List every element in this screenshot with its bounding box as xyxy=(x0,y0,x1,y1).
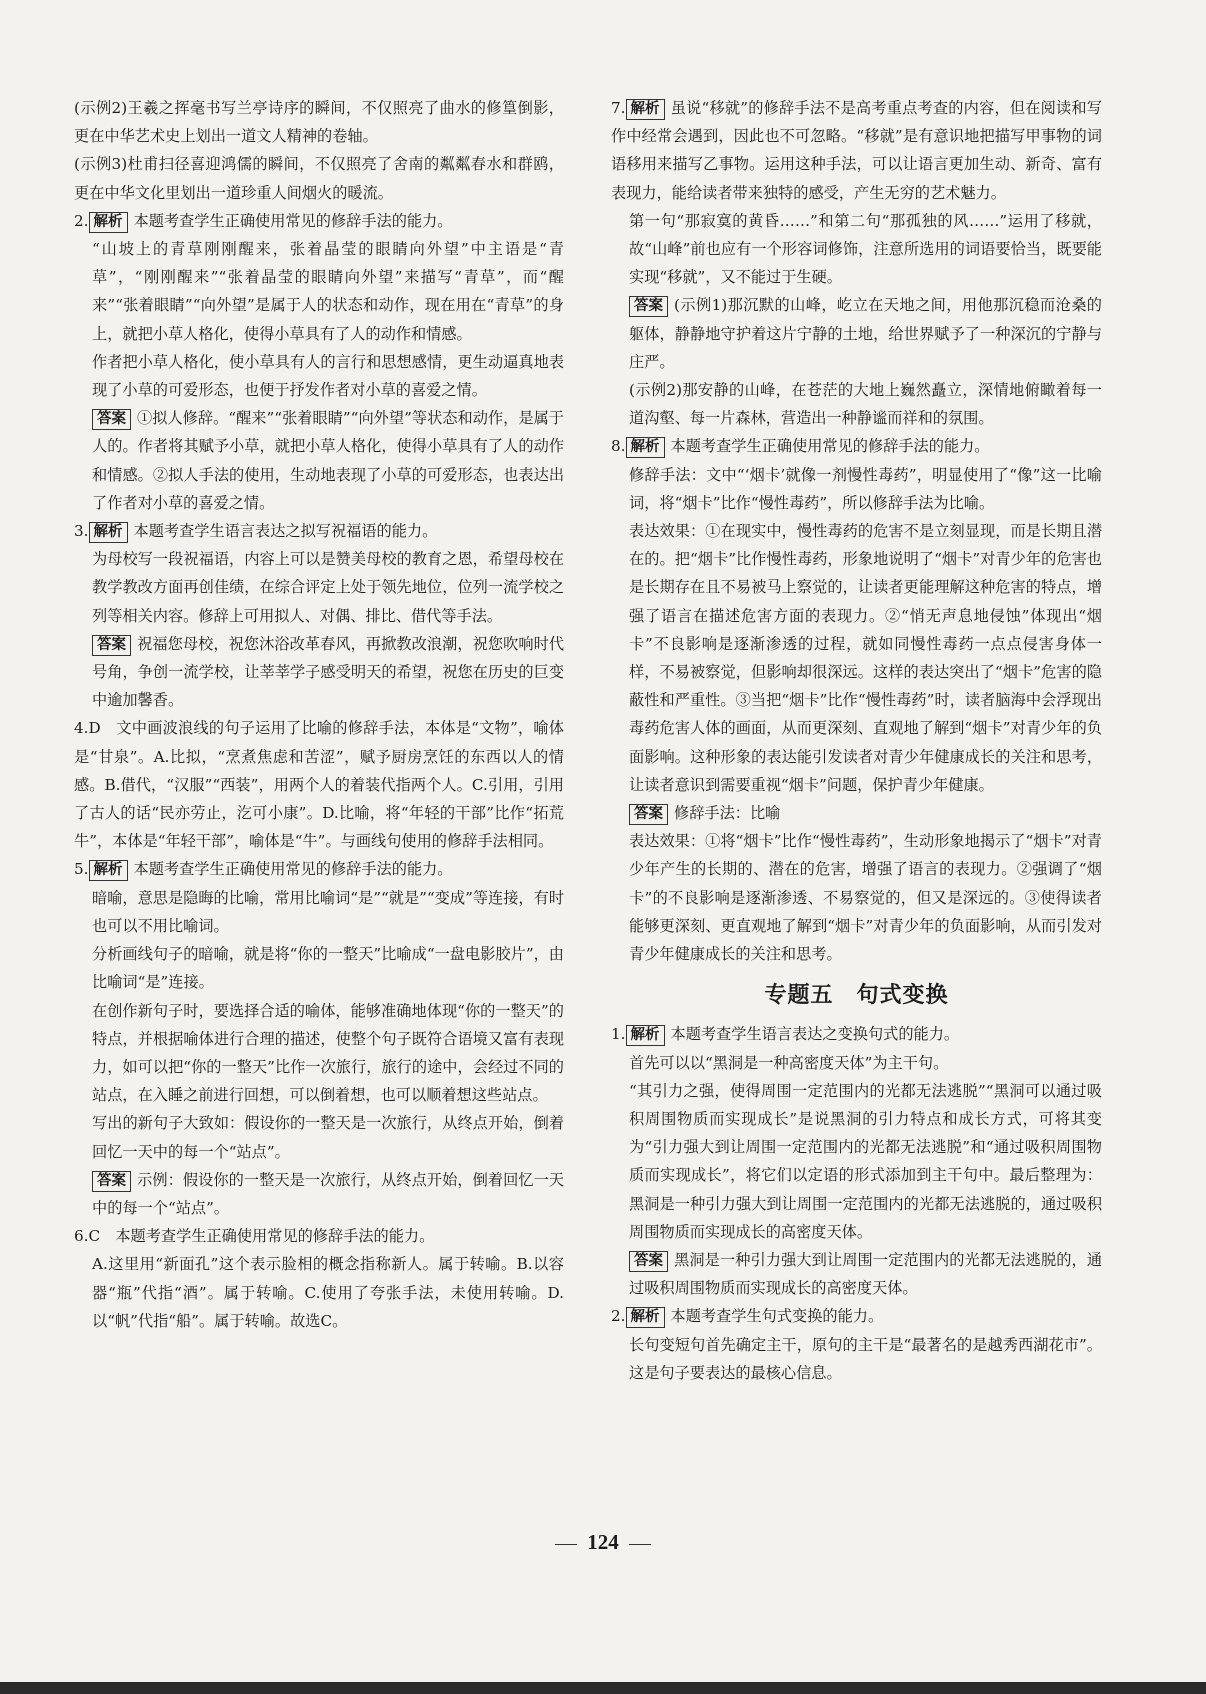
question-3-answer xyxy=(74,630,564,715)
question-number: 2. xyxy=(74,211,89,230)
analysis-tag: 解析 xyxy=(626,1025,665,1046)
question-2-answer xyxy=(74,404,564,517)
question-5-answer xyxy=(74,1166,564,1222)
paragraph: 分析画线句子的暗喻，就是将“你的一整天”比喻成“一盘电影胶片”，由比喻词“是”连接。 xyxy=(92,945,564,992)
answer-text: 祝福您母校，祝您沐浴改革春风，再掀教改浪潮，祝您吹响时代号角，争创一流学校，让莘莘学子感受明天的希望，祝您在历史的巨变中逾加馨香。 xyxy=(92,634,564,710)
analysis-tag: 解析 xyxy=(89,212,128,233)
paragraph: “山坡上的青草刚刚醒来，张着晶莹的眼睛向外望”中主语是“青草”，“刚刚醒来”“张着晶莹的眼睛向外望”来描写“青草”，而“醒来”“张着眼睛”“向外望”是属于人的状态和动作，现在用在“青草”的身上，就把小草人格化，使得小草具有了人的动作和情感。 xyxy=(92,240,564,343)
question-7-analysis xyxy=(611,94,1102,207)
question-3-analysis xyxy=(74,517,564,545)
example-3: (示例3)杜甫扫径喜迎鸿儒的瞬间，不仅照亮了舍南的粼粼春水和群鸥，更在中华文化里划出一道珍重人间烟火的暖流。 xyxy=(74,155,564,202)
paragraph: (示例2)那安静的山峰，在苍茫的大地上巍然矗立，深情地俯瞰着每一道沟壑、每一片森林，营造出一种静谧而祥和的氛围。 xyxy=(629,381,1102,428)
answer-tag: 答案 xyxy=(92,635,131,656)
section-title: 专题五 句式变换 xyxy=(764,983,949,1009)
analysis-tag: 解析 xyxy=(626,1307,665,1328)
analysis-text: 本题考查学生句式变换的能力。 xyxy=(670,1307,884,1326)
paragraph: 在创作新句子时，要选择合适的喻体，能够准确地体现“你的一整天”的特点，并根据喻体进行合理的描述，使整个句子既符合语境又富有表现力，如可以把“你的一整天”比作一次旅行，旅行的途中，会经过不同的站点，在入睡之前进行回想，可以倒着想，也可以顺着想这些站点。 xyxy=(92,1001,564,1105)
answer-tag: 答案 xyxy=(92,1171,131,1192)
question-8-answer xyxy=(611,799,1102,827)
analysis-tag: 解析 xyxy=(626,437,665,458)
section-question-1-analysis xyxy=(611,1020,1102,1048)
paragraph: 为母校写一段祝福语，内容上可以是赞美母校的教育之恩，希望母校在教学教改方面再创佳绩，在综合评定上处于领先地位，位列一流学校之列等相关内容。修辞上可用拟人、对偶、排比、借代等手法。 xyxy=(92,550,564,625)
paragraph: 表达效果：①将“烟卡”比作“慢性毒药”，生动形象地揭示了“烟卡”对青少年产生的长期的、潜在的危害，增强了语言的表现力。②强调了“烟卡”的不良影响是逐渐渗透、不易察觉的，但又是深远的。③使得读者能够更深刻、更直观地了解到“烟卡”对青少年的负面影响，从而引发对青少年健康成长的关注和思考。 xyxy=(629,832,1102,964)
analysis-text: 本题考查学生语言表达之拟写祝福语的能力。 xyxy=(133,522,438,541)
question-5-analysis xyxy=(74,855,564,883)
answer-tag: 答案 xyxy=(629,1251,668,1272)
page-number: 124 xyxy=(503,1530,703,1555)
paragraph: 写出的新句子大致如：假设你的一整天是一次旅行，从终点开始，倒着回忆一天中的每一个“站点”。 xyxy=(92,1114,564,1161)
answer-text: 示例：假设你的一整天是一次旅行，从终点开始，倒着回忆一天中的每一个“站点”。 xyxy=(92,1170,564,1217)
analysis-tag: 解析 xyxy=(626,99,665,120)
paragraph: 暗喻，意思是隐晦的比喻，常用比喻词“是”“就是”“变成”等连接，有时也可以不用比喻词。 xyxy=(92,888,564,935)
question-text: 本题考查学生正确使用常见的修辞手法的能力。 xyxy=(115,1227,435,1246)
question-number: 2. xyxy=(611,1307,626,1326)
analysis-tag: 解析 xyxy=(89,522,128,543)
question-number: 6.C xyxy=(74,1227,101,1246)
paragraph: 长句变短句首先确定主干，原句的主干是“最著名的是越秀西湖花市”。这是句子要表达的最核心信息。 xyxy=(629,1335,1102,1382)
question-6 xyxy=(74,1222,564,1250)
question-2-analysis xyxy=(74,207,564,235)
paragraph: 修辞手法：文中“‘烟卡’就像一剂慢性毒药”，明显使用了“像”这一比喻词，将“烟卡”比作“慢性毒药”，所以修辞手法为比喻。 xyxy=(629,465,1102,512)
section-question-1-answer xyxy=(611,1246,1102,1302)
answer-text: ①拟人修辞。“醒来”“张着眼睛”“向外望”等状态和动作，是属于人的。作者将其赋予小草，就把小草人格化，使得小草具有了人的动作和情感。②拟人手法的使用，生动地表现了小草的可爱形态，也表达出了作者对小草的喜爱之情。 xyxy=(92,409,564,512)
question-number: 1. xyxy=(611,1025,626,1044)
right-column xyxy=(611,94,1102,1387)
question-4 xyxy=(74,714,564,855)
answer-tag: 答案 xyxy=(629,804,668,825)
question-number: 5. xyxy=(74,860,89,879)
example-2: (示例2)王羲之挥毫书写兰亭诗序的瞬间，不仅照亮了曲水的修篁倒影，更在中华艺术史上划出一道文人精神的卷轴。 xyxy=(74,99,564,146)
section-question-2-analysis xyxy=(611,1302,1102,1330)
answer-tag: 答案 xyxy=(92,409,131,430)
analysis-text: 本题考查学生正确使用常见的修辞手法的能力。 xyxy=(670,437,990,456)
question-7-answer xyxy=(611,291,1102,376)
answer-text: 修辞手法：比喻 xyxy=(674,804,781,823)
analysis-text: 本题考查学生正确使用常见的修辞手法的能力。 xyxy=(133,211,453,230)
question-number: 4.D xyxy=(74,719,101,738)
paragraph: A.这里用“新面孔”这个表示脸相的概念指称新人。属于转喻。B.以容器“瓶”代指“酒”。属于转喻。C.使用了夸张手法，未使用转喻。D.以“帆”代指“船”。属于转喻。故选C。 xyxy=(92,1255,564,1330)
analysis-text: 本题考查学生语言表达之变换句式的能力。 xyxy=(670,1025,960,1044)
scan-edge xyxy=(0,1682,1206,1694)
paragraph: 表达效果：①在现实中，慢性毒药的危害不是立刻显现，而是长期且潜在的。把“烟卡”比作慢性毒药，形象地说明了“烟卡”对青少年的危害也是长期存在且不易被马上察觉的，让读者更能理解这种危害的特点，增强了语言在描述危害方面的表现力。②“悄无声息地侵蚀”体现出“烟卡”不良影响是逐渐渗透的过程，就如同慢性毒药一点点侵害身体一样，不易被察觉，但影响却很深远。这样的表达突出了“烟卡”危害的隐蔽性和严重性。③当把“烟卡”比作“慢性毒药”时，读者脑海中会浮现出毒药危害人体的画面，从而更深刻、直观地了解到“烟卡”对青少年的负面影响。这种形象的表达能引发读者对青少年健康成长的关注和思考，让读者意识到需要重视“烟卡”问题，保护青少年健康。 xyxy=(629,522,1102,794)
answer-tag: 答案 xyxy=(629,296,668,317)
left-column xyxy=(74,94,564,1335)
question-number: 3. xyxy=(74,522,89,541)
paragraph: 作者把小草人格化，使小草具有人的言行和思想感情，更生动逼真地表现了小草的可爱形态，也便于抒发作者对小草的喜爱之情。 xyxy=(92,352,564,400)
analysis-text: 本题考查学生正确使用常见的修辞手法的能力。 xyxy=(133,860,453,879)
analysis-tag: 解析 xyxy=(89,860,128,881)
analysis-text: 虽说“移就”的修辞手法不是高考重点考查的内容，但在阅读和写作中经常会遇到，因此也不可忽略。“移就”是有意识地把描写甲事物的词语移用来描写乙事物。运用这种手法，可以让语言更加生动、新奇、富有表现力，能给读者带来独特的感受，产生无穷的艺术魅力。 xyxy=(611,99,1102,202)
question-8-analysis xyxy=(611,432,1102,460)
question-number: 7. xyxy=(611,99,626,117)
paragraph: 第一句“那寂寞的黄昏……”和第二句“那孤独的风……”运用了移就，故“山峰”前也应有一个形容词修饰，注意所选用的词语要恰当，既要能实现“移就”，又不能过于生硬。 xyxy=(629,211,1102,287)
paragraph: “其引力之强，使得周围一定范围内的光都无法逃脱”“黑洞可以通过吸积周围物质而实现成长”是说黑洞的引力特点和成长方式，可将其变为“引力强大到让周围一定范围内的光都无法逃脱”和“通过吸积周围物质而实现成长”，将它们以定语的形式添加到主干句中。最后整理为：黑洞是一种引力强大到让周围一定范围内的光都无法逃脱的，通过吸积周围物质而实现成长的高密度天体。 xyxy=(629,1081,1102,1241)
paragraph: 首先可以以“黑洞是一种高密度天体”为主干句。 xyxy=(629,1053,949,1072)
question-number: 8. xyxy=(611,437,626,456)
answer-text: (示例1)那沉默的山峰，屹立在天地之间，用他那沉稳而沧桑的躯体，静静地守护着这片宁静的土地，给世界赋予了一种深沉的宁静与庄严。 xyxy=(629,296,1102,371)
question-text: 文中画波浪线的句子运用了比喻的修辞手法，本体是“文物”，喻体是“甘泉”。A.比拟，“烹煮焦虑和苦涩”，赋予厨房烹饪的东西以人的情感。B.借代，“汉服”“西装”，用两个人的着装代指两个人。C.引用，引用了古人的话“民亦劳止，汔可小康”。D.比喻，将“年轻的干部”比作“拓荒牛”，本体是“年轻干部”，喻体是“牛”。与画线句使用的修辞手法相同。 xyxy=(74,719,565,851)
answer-text: 黑洞是一种引力强大到让周围一定范围内的光都无法逃脱的，通过吸积周围物质而实现成长的高密度天体。 xyxy=(629,1250,1102,1298)
